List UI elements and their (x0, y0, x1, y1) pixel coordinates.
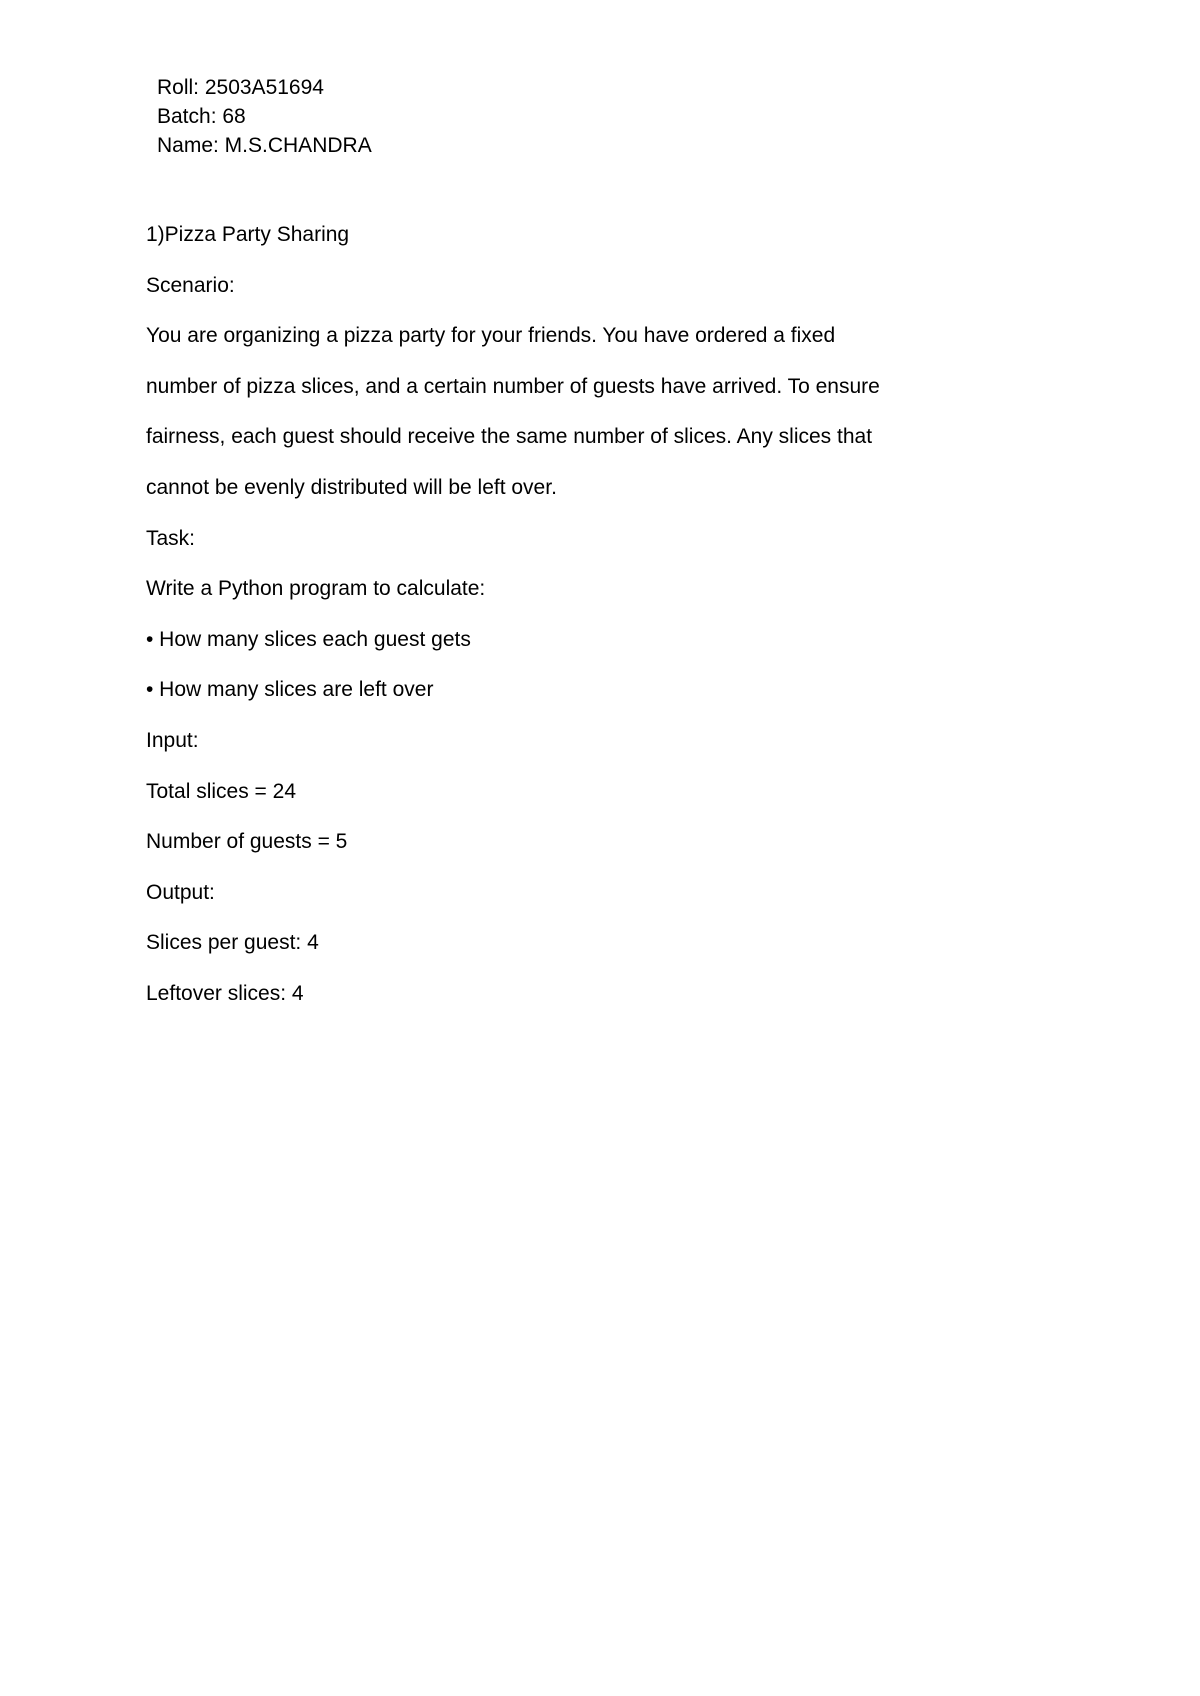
question-body (146, 222, 1026, 1032)
input-line: Number of guests = 5 (146, 830, 348, 854)
task-intro: Write a Python program to calculate: (146, 577, 486, 601)
task-bullet: • How many slices each guest gets (146, 627, 471, 651)
input-line: Total slices = 24 (146, 779, 296, 803)
input-label: Input: (146, 728, 199, 752)
scenario-label: Scenario: (146, 273, 235, 297)
student-name: Name: M.S.CHANDRA (157, 134, 372, 157)
task-bullet: • How many slices are left over (146, 678, 434, 702)
question-title: 1)Pizza Party Sharing (146, 223, 350, 246)
output-line: Slices per guest: 4 (146, 931, 319, 955)
scenario-line: cannot be evenly distributed will be left over. (146, 475, 557, 499)
roll-number: Roll: 2503A51694 (157, 76, 324, 99)
scenario-line: You are organizing a pizza party for your friends. You have ordered a fixed (146, 324, 836, 348)
batch-number: Batch: 68 (157, 105, 246, 128)
scenario-line: fairness, each guest should receive the same number of slices. Any slices that (146, 425, 873, 449)
output-label: Output: (146, 880, 215, 904)
student-info (157, 73, 372, 160)
scenario-line: number of pizza slices, and a certain number of guests have arrived. To ensure (146, 374, 880, 398)
task-label: Task: (146, 526, 196, 550)
output-line: Leftover slices: 4 (146, 981, 304, 1005)
